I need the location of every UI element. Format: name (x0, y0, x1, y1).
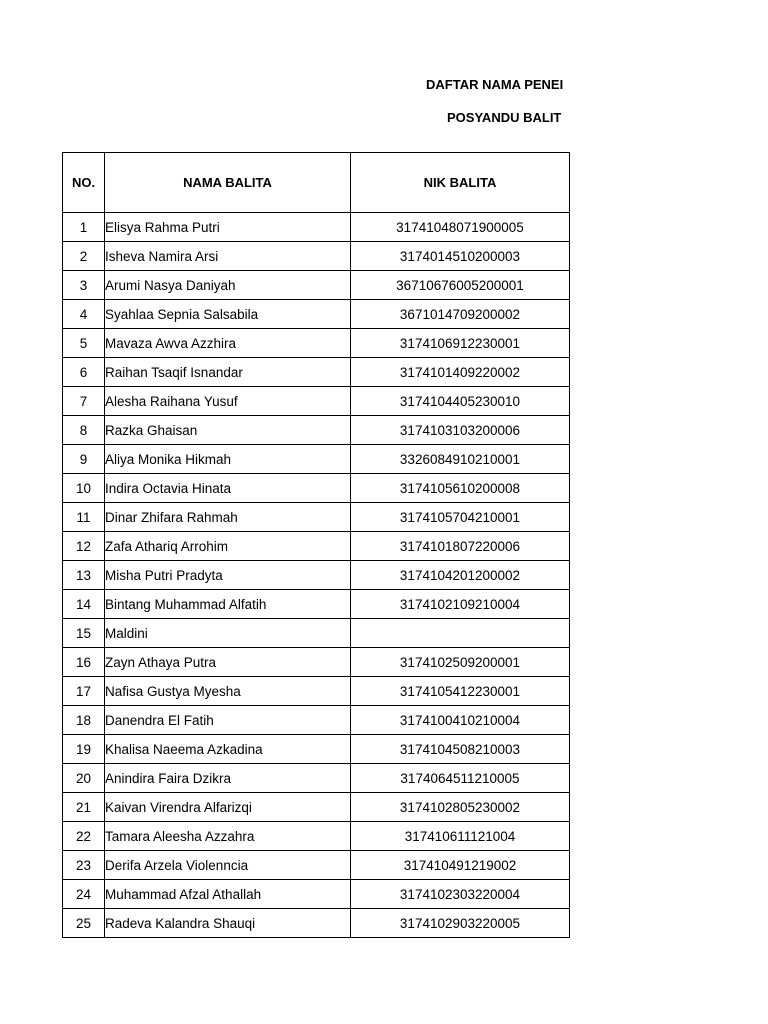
toddler-name-cell: Syahlaa Sepnia Salsabila (105, 300, 351, 329)
column-header-name: NAMA BALITA (105, 153, 351, 213)
toddler-nik-cell: 3174064511210005 (351, 764, 570, 793)
toddler-name-cell: Dinar Zhifara Rahmah (105, 503, 351, 532)
toddler-nik-cell: 3326084910210001 (351, 445, 570, 474)
table-row (63, 445, 570, 474)
toddler-name-cell: Mavaza Awva Azzhira (105, 329, 351, 358)
toddler-name-cell: Muhammad Afzal Athallah (105, 880, 351, 909)
table-row (63, 561, 570, 590)
row-number-cell: 18 (63, 706, 105, 735)
toddler-nik-cell: 3174101409220002 (351, 358, 570, 387)
toddler-name-cell: Khalisa Naeema Azkadina (105, 735, 351, 764)
row-number-cell: 9 (63, 445, 105, 474)
table-row (63, 503, 570, 532)
toddler-name-cell: Aliya Monika Hikmah (105, 445, 351, 474)
table-body (63, 213, 570, 938)
table-row (63, 590, 570, 619)
table-row (63, 822, 570, 851)
toddler-nik-cell: 3174102903220005 (351, 909, 570, 938)
toddler-nik-cell: 3671014709200002 (351, 300, 570, 329)
toddler-name-cell: Zayn Athaya Putra (105, 648, 351, 677)
row-number-cell: 25 (63, 909, 105, 938)
row-number-cell: 6 (63, 358, 105, 387)
toddler-name-cell: Danendra El Fatih (105, 706, 351, 735)
toddler-nik-cell: 3174102109210004 (351, 590, 570, 619)
toddler-name-cell: Nafisa Gustya Myesha (105, 677, 351, 706)
row-number-cell: 1 (63, 213, 105, 242)
table-row (63, 416, 570, 445)
row-number-cell: 21 (63, 793, 105, 822)
row-number-cell: 4 (63, 300, 105, 329)
row-number-cell: 24 (63, 880, 105, 909)
document-subtitle: POSYANDU BALIT (447, 110, 562, 125)
toddler-name-cell: Indira Octavia Hinata (105, 474, 351, 503)
table-row (63, 271, 570, 300)
toddler-name-cell: Tamara Aleesha Azzahra (105, 822, 351, 851)
toddler-name-cell: Zafa Athariq Arrohim (105, 532, 351, 561)
toddler-name-cell: Anindira Faira Dzikra (105, 764, 351, 793)
table-row (63, 677, 570, 706)
table-row (63, 300, 570, 329)
table-row (63, 851, 570, 880)
row-number-cell: 3 (63, 271, 105, 300)
toddler-nik-cell: 3174103103200006 (351, 416, 570, 445)
toddler-name-cell: Arumi Nasya Daniyah (105, 271, 351, 300)
table-row (63, 242, 570, 271)
toddler-nik-cell: 3174102303220004 (351, 880, 570, 909)
toddler-name-cell: Alesha Raihana Yusuf (105, 387, 351, 416)
table-row (63, 532, 570, 561)
toddler-name-cell: Bintang Muhammad Alfatih (105, 590, 351, 619)
table-row (63, 358, 570, 387)
row-number-cell: 19 (63, 735, 105, 764)
table-row (63, 619, 570, 648)
table-row (63, 793, 570, 822)
toddler-nik-cell: 3174101807220006 (351, 532, 570, 561)
column-header-nik: NIK BALITA (351, 153, 570, 213)
table-row (63, 474, 570, 503)
row-number-cell: 14 (63, 590, 105, 619)
toddler-nik-cell: 3174104405230010 (351, 387, 570, 416)
table-row (63, 213, 570, 242)
toddler-nik-cell: 3174102509200001 (351, 648, 570, 677)
row-number-cell: 15 (63, 619, 105, 648)
row-number-cell: 23 (63, 851, 105, 880)
toddler-name-cell: Elisya Rahma Putri (105, 213, 351, 242)
table-row (63, 909, 570, 938)
toddler-name-cell: Kaivan Virendra Alfarizqi (105, 793, 351, 822)
toddler-nik-cell (351, 619, 570, 648)
toddler-name-cell: Isheva Namira Arsi (105, 242, 351, 271)
toddler-nik-cell: 317410491219002 (351, 851, 570, 880)
toddler-nik-cell: 3174102805230002 (351, 793, 570, 822)
row-number-cell: 17 (63, 677, 105, 706)
toddler-name-cell: Maldini (105, 619, 351, 648)
row-number-cell: 11 (63, 503, 105, 532)
table-row (63, 329, 570, 358)
toddler-nik-cell: 3174104201200002 (351, 561, 570, 590)
row-number-cell: 7 (63, 387, 105, 416)
toddler-name-cell: Raihan Tsaqif Isnandar (105, 358, 351, 387)
table-row (63, 735, 570, 764)
toddler-nik-cell: 317410611121004 (351, 822, 570, 851)
toddler-name-cell: Razka Ghaisan (105, 416, 351, 445)
column-header-no: NO. (63, 153, 105, 213)
table-row (63, 880, 570, 909)
row-number-cell: 10 (63, 474, 105, 503)
table-row (63, 706, 570, 735)
table-row (63, 764, 570, 793)
row-number-cell: 5 (63, 329, 105, 358)
document-title: DAFTAR NAMA PENEI (426, 77, 564, 92)
toddler-nik-cell: 3174104508210003 (351, 735, 570, 764)
toddler-nik-cell: 36710676005200001 (351, 271, 570, 300)
toddler-nik-cell: 31741048071900005 (351, 213, 570, 242)
toddler-nik-cell: 3174106912230001 (351, 329, 570, 358)
row-number-cell: 8 (63, 416, 105, 445)
toddler-nik-cell: 3174105610200008 (351, 474, 570, 503)
row-number-cell: 2 (63, 242, 105, 271)
row-number-cell: 20 (63, 764, 105, 793)
table-row (63, 387, 570, 416)
toddler-name-cell: Derifa Arzela Violenncia (105, 851, 351, 880)
toddler-nik-cell: 3174014510200003 (351, 242, 570, 271)
table-row (63, 648, 570, 677)
row-number-cell: 12 (63, 532, 105, 561)
toddler-nik-cell: 3174105704210001 (351, 503, 570, 532)
toddler-nik-cell: 3174100410210004 (351, 706, 570, 735)
row-number-cell: 16 (63, 648, 105, 677)
toddler-name-cell: Misha Putri Pradyta (105, 561, 351, 590)
row-number-cell: 22 (63, 822, 105, 851)
toddler-nik-cell: 3174105412230001 (351, 677, 570, 706)
row-number-cell: 13 (63, 561, 105, 590)
table-header-row (63, 153, 570, 213)
toddler-name-cell: Radeva Kalandra Shauqi (105, 909, 351, 938)
toddler-table (62, 152, 570, 938)
